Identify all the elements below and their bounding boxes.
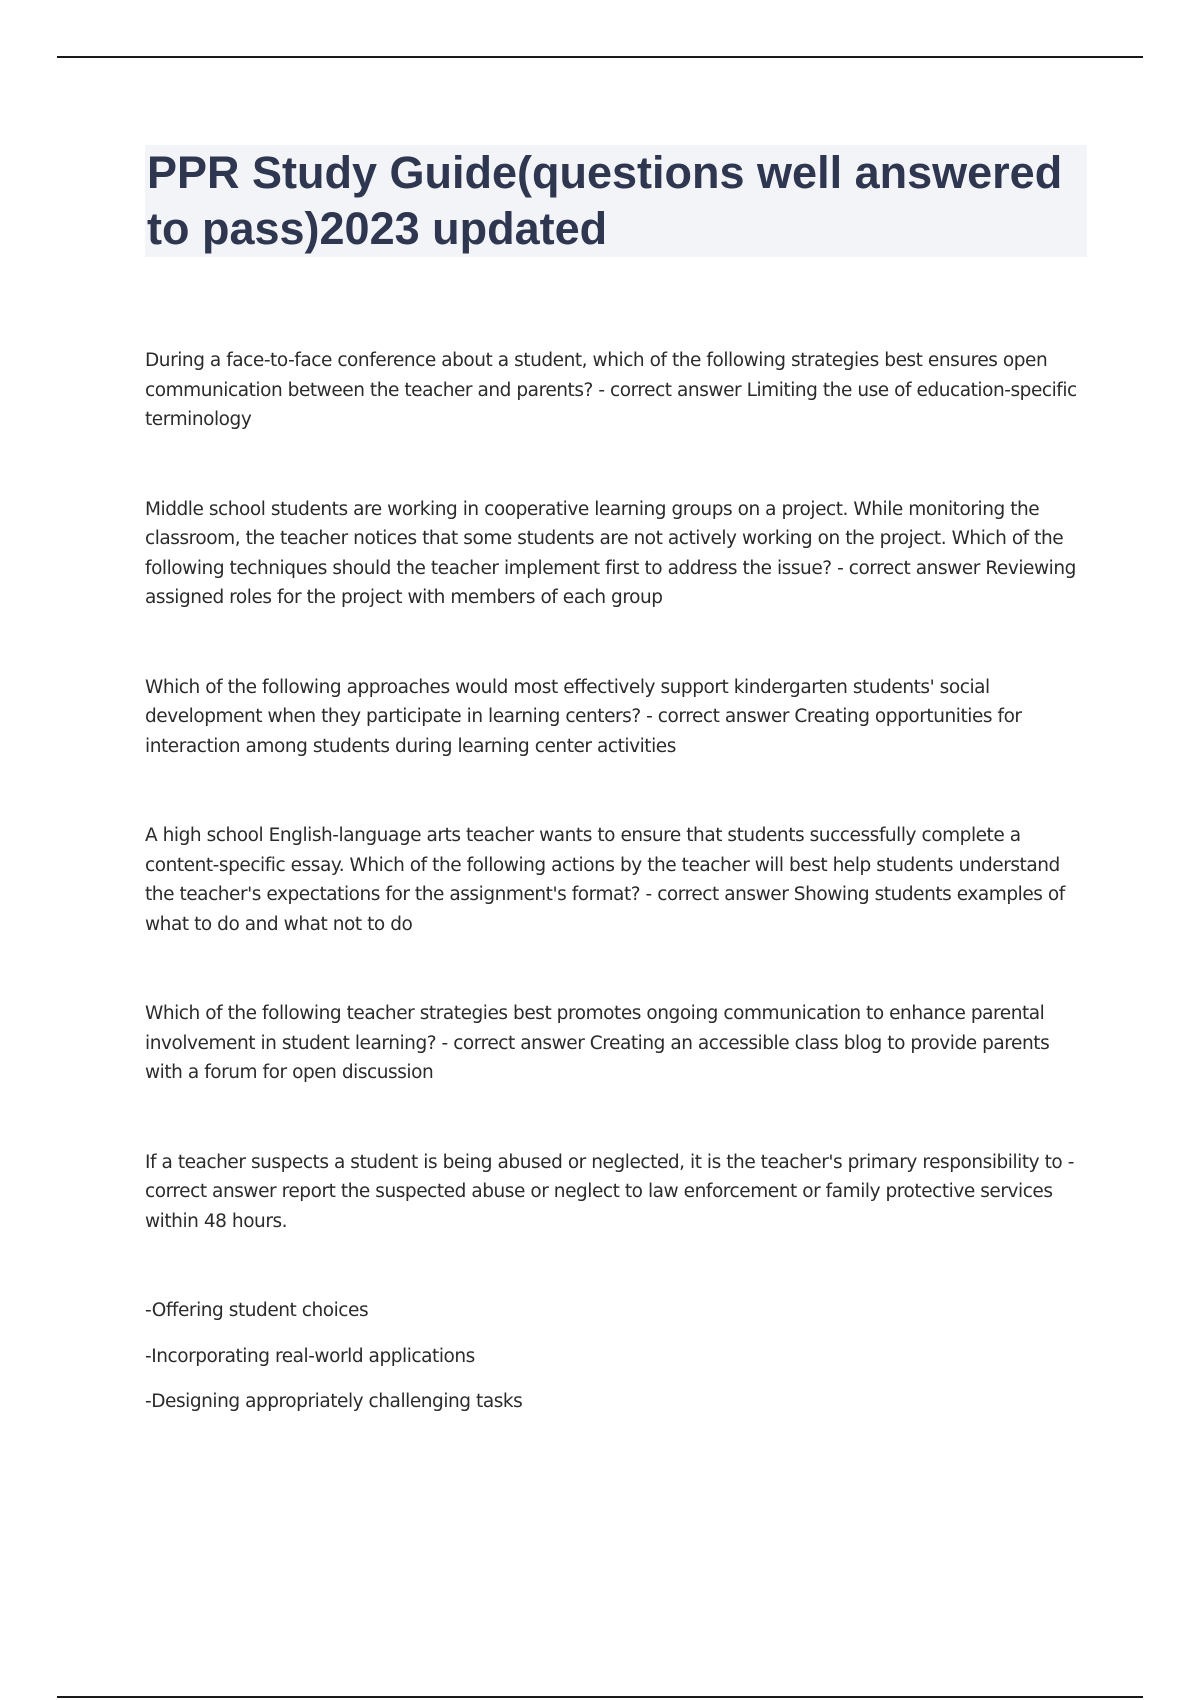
- title-block: [145, 145, 1087, 257]
- qa-item-2: Middle school students are working in cooperative learning groups on a project. While monitoring the classroom, the teacher notices that some students are not actively working on the project. Which of the following techniques should the teacher implement first to address the issue? - correct answer Reviewing assigned roles for the project with members of each group: [145, 498, 1076, 608]
- bullet-item-3: -Designing appropriately challenging tasks: [145, 1391, 523, 1412]
- top-rule: [57, 56, 1143, 58]
- document-title: PPR Study Guide(questions well answered to pass)2023 updated: [147, 147, 1063, 254]
- bullet-list: [145, 1296, 1090, 1417]
- qa-item-1: During a face-to-face conference about a student, which of the following strategies best ensures open communication between the teacher and parents? - correct answer Limiting the use of education-specific terminology: [145, 350, 1077, 430]
- qa-item-6: If a teacher suspects a student is being abused or neglected, it is the teacher's primary responsibility to - correct answer report the suspected abuse or neglect to law enforcement or family protective services within 48 hours.: [145, 1151, 1074, 1232]
- qa-item-4: A high school English-language arts teacher wants to ensure that students successfully complete a content-specific essay. Which of the following actions by the teacher will best help students understand the teacher's expectations for the assignment's format? - correct answer Showing students examples of what to do and what not to do: [145, 825, 1065, 935]
- bullet-item-1: -Offering student choices: [145, 1300, 369, 1321]
- bottom-rule: [57, 1696, 1143, 1698]
- qa-item-3: Which of the following approaches would most effectively support kindergarten students' social development when they participate in learning centers? - correct answer Creating opportunities for interaction among students during learning center activities: [145, 676, 1022, 757]
- document-body: [145, 346, 1090, 1417]
- qa-item-5: Which of the following teacher strategies best promotes ongoing communication to enhance parental involvement in student learning? - correct answer Creating an accessible class blog to provide parents with a forum for open discussion: [145, 1003, 1050, 1083]
- bullet-item-2: -Incorporating real-world applications: [145, 1345, 475, 1367]
